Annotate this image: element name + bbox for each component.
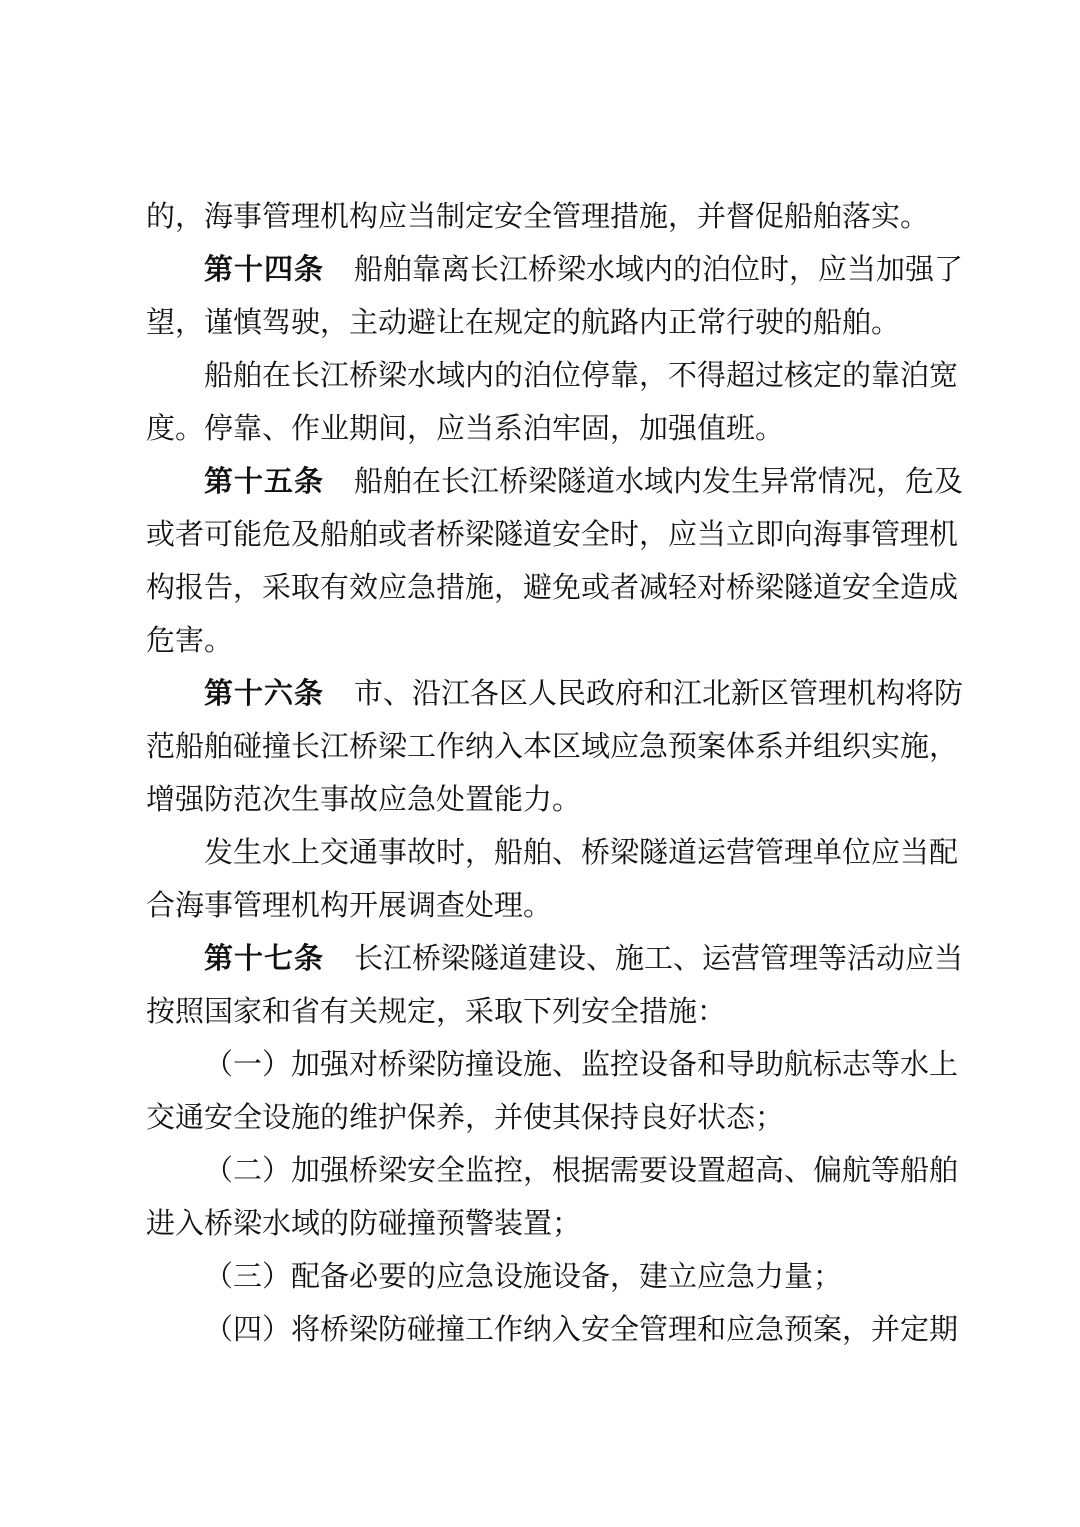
line-text: 进入桥梁水域的防碰撞预警装置；	[146, 1206, 582, 1240]
article-number: 第十四条	[204, 252, 325, 286]
line-text: 合海事管理机构开展调查处理。	[146, 888, 553, 922]
line-text: （一）加强对桥梁防撞设施、监控设备和导助航标志等水上	[204, 1047, 959, 1081]
text-line	[146, 243, 964, 296]
text-line	[146, 1197, 944, 1250]
line-text: （二）加强桥梁安全监控，根据需要设置超高、偏航等船舶	[204, 1153, 959, 1187]
line-text: 船舶在长江桥梁水域内的泊位停靠，不得超过核定的靠泊宽	[204, 358, 959, 392]
text-line	[146, 773, 944, 826]
text-line	[146, 1303, 959, 1356]
line-text: 船舶靠离长江桥梁水域内的泊位时，应当加强了	[354, 252, 964, 286]
text-line	[146, 455, 964, 508]
line-text: 增强防范次生事故应急处置能力。	[146, 782, 582, 816]
line-text: 望，谨慎驾驶，主动避让在规定的航路内正常行驶的船舶。	[146, 305, 901, 339]
text-line	[146, 614, 944, 667]
line-text: （三）配备必要的应急设施设备，建立应急力量；	[204, 1259, 843, 1293]
text-line	[146, 985, 944, 1038]
text-line	[146, 561, 959, 614]
text-line	[146, 879, 944, 932]
line-text: 的，海事管理机构应当制定安全管理措施，并督促船舶落实。	[146, 199, 930, 233]
text-line	[146, 1091, 944, 1144]
line-text: 船舶在长江桥梁隧道水域内发生异常情况，危及	[354, 464, 964, 498]
line-text: 市、沿江各区人民政府和江北新区管理机构将防	[354, 676, 964, 710]
line-text: 危害。	[146, 623, 234, 657]
text-line	[146, 826, 959, 879]
article-number: 第十六条	[204, 676, 325, 710]
line-text: 度。停靠、作业期间，应当系泊牢固，加强值班。	[146, 411, 785, 445]
text-line	[146, 296, 944, 349]
line-text: 长江桥梁隧道建设、施工、运营管理等活动应当	[354, 941, 964, 975]
text-line	[146, 1144, 959, 1197]
article-number: 第十七条	[204, 941, 325, 975]
line-text: 或者可能危及船舶或者桥梁隧道安全时，应当立即向海事管理机	[146, 517, 959, 551]
text-line	[146, 667, 964, 720]
line-text: 构报告，采取有效应急措施，避免或者减轻对桥梁隧道安全造成	[146, 570, 959, 604]
text-line	[146, 1038, 959, 1091]
text-line	[146, 932, 964, 985]
line-text: 按照国家和省有关规定，采取下列安全措施：	[146, 994, 727, 1028]
text-line	[146, 720, 959, 773]
article-number: 第十五条	[204, 464, 325, 498]
line-text: 发生水上交通事故时，船舶、桥梁隧道运营管理单位应当配	[204, 835, 959, 869]
line-text: 交通安全设施的维护保养，并使其保持良好状态；	[146, 1100, 785, 1134]
text-line	[146, 190, 944, 243]
document-page	[146, 190, 964, 1356]
text-line	[146, 402, 944, 455]
text-line	[146, 508, 959, 561]
text-line	[146, 1250, 944, 1303]
text-line	[146, 349, 959, 402]
line-text: 范船舶碰撞长江桥梁工作纳入本区域应急预案体系并组织实施，	[146, 729, 959, 763]
line-text: （四）将桥梁防碰撞工作纳入安全管理和应急预案，并定期	[204, 1312, 959, 1346]
